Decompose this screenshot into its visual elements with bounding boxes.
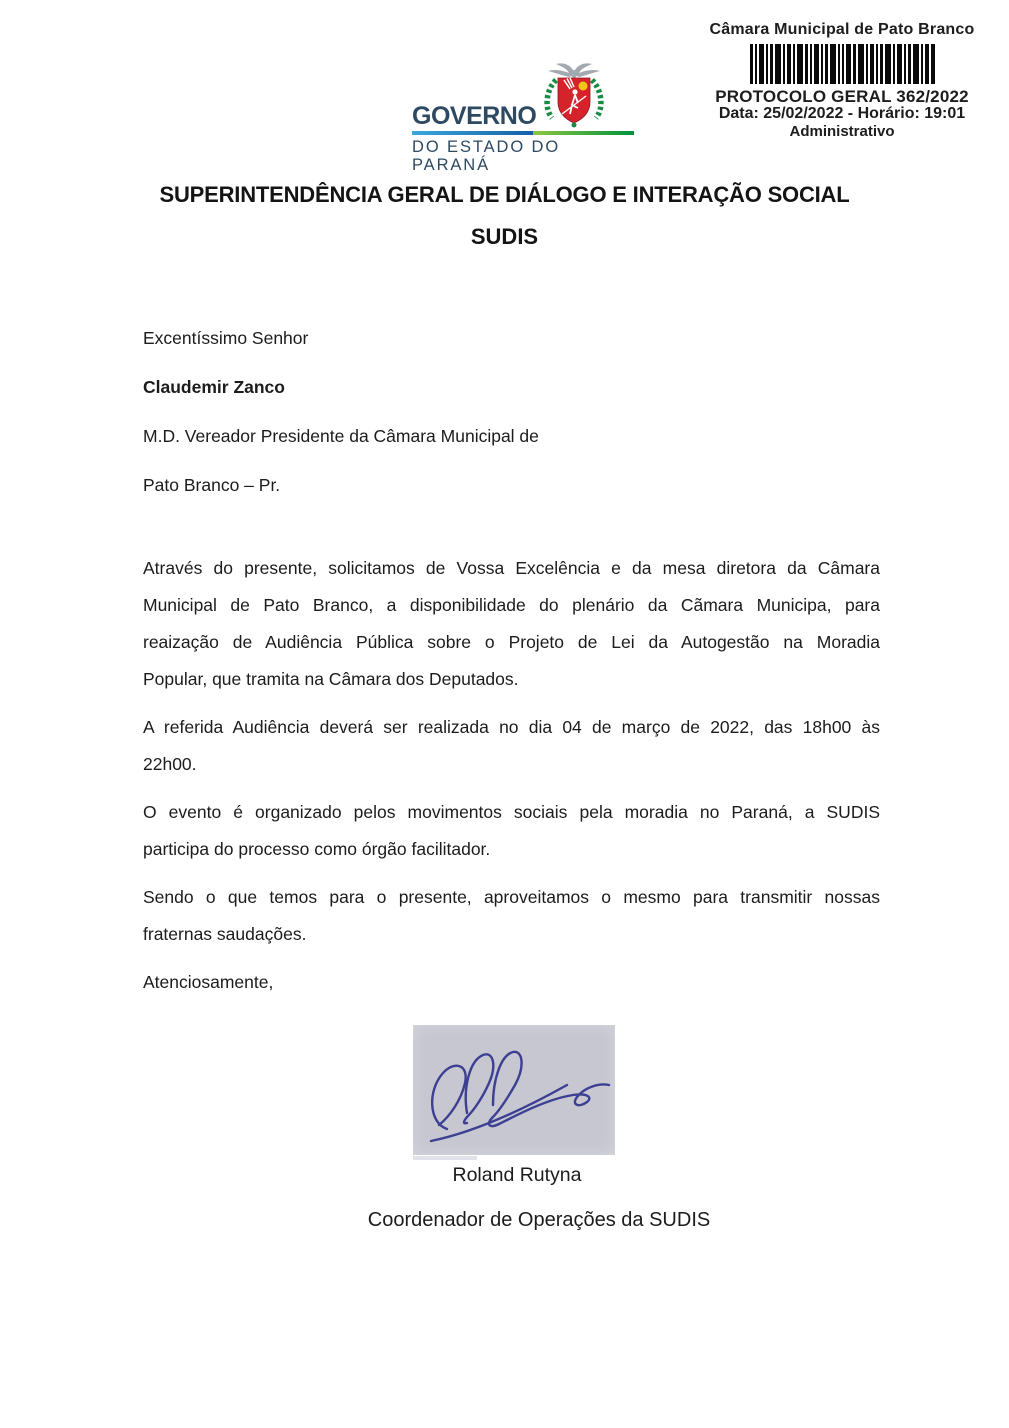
scan-artifact bbox=[413, 1156, 477, 1160]
stamp-category: Administrativo bbox=[789, 123, 895, 140]
recipient-salutation: Excentíssimo Senhor bbox=[143, 328, 309, 348]
signatory-name: Roland Rutyna bbox=[452, 1164, 582, 1186]
logo-subtitle: DO ESTADO DO PARANÁ bbox=[412, 138, 561, 174]
sun bbox=[579, 82, 588, 91]
stamp-protocol-number: PROTOCOLO GERAL 362/2022 bbox=[715, 87, 969, 106]
body-line: Através do presente, solicitamos de Vossa Excelência e da mesa diretora da Câmara bbox=[143, 558, 880, 578]
logo-underline bbox=[412, 131, 634, 135]
body-line: A referida Audiência deverá ser realizada no dia 04 de março de 2022, das 18h00 às bbox=[143, 717, 880, 737]
recipient-block bbox=[143, 328, 539, 524]
parana-government-logo bbox=[412, 60, 634, 174]
wreath-right bbox=[592, 80, 601, 118]
body-line: reaização de Audiência Pública sobre o Projeto de Lei da Autogestão na Moradia bbox=[143, 632, 880, 652]
body-line: Popular, que tramita na Câmara dos Deputados. bbox=[143, 669, 519, 689]
closing-salutation: Atenciosamente, bbox=[143, 972, 274, 992]
body-line: Sendo o que temos para o presente, aproveitamos o mesmo para transmitir nossas bbox=[143, 887, 880, 907]
recipient-location: Pato Branco – Pr. bbox=[143, 475, 281, 495]
body-line: Municipal de Pato Branco, a disponibilidade do plenário da Cãmara Municipa, para bbox=[143, 595, 880, 615]
recipient-role: M.D. Vereador Presidente da Câmara Municipal de bbox=[143, 426, 539, 446]
parana-coat-of-arms-icon bbox=[536, 60, 612, 128]
protocol-stamp bbox=[695, 20, 989, 139]
title-line2: SUDIS bbox=[470, 224, 539, 249]
stamp-org: Câmara Municipal de Pato Branco bbox=[709, 21, 975, 38]
barcode-icon bbox=[750, 44, 935, 84]
signature-scan-image bbox=[413, 1025, 615, 1155]
letter-title bbox=[64, 183, 945, 249]
body-line: participa do processo como órgão facilitador. bbox=[143, 839, 491, 859]
stamp-datetime: Data: 25/02/2022 - Horário: 19:01 bbox=[718, 105, 966, 122]
body-paragraph-3 bbox=[143, 794, 880, 868]
body-paragraph-2 bbox=[143, 709, 880, 783]
body-paragraph-4 bbox=[143, 879, 880, 953]
title-line1: SUPERINTENDÊNCIA GERAL DE DIÁLOGO E INTERAÇÃO SOCIAL bbox=[159, 182, 850, 207]
underline-blue-segment bbox=[412, 131, 533, 135]
body-line: 22h00. bbox=[143, 754, 197, 774]
body-line: O evento é organizado pelos movimentos sociais pela moradia no Paraná, a SUDIS bbox=[143, 802, 880, 822]
signatory-role: Coordenador de Operações da SUDIS bbox=[367, 1209, 711, 1231]
body-paragraph-1 bbox=[143, 550, 880, 698]
body-line: fraternas saudações. bbox=[143, 924, 307, 944]
handwritten-signature-icon bbox=[413, 1025, 615, 1155]
wreath-left bbox=[547, 80, 556, 118]
recipient-name: Claudemir Zanco bbox=[143, 377, 285, 397]
letter-body bbox=[143, 550, 880, 1001]
underline-green-segment bbox=[533, 131, 634, 135]
logo-name: GOVERNO bbox=[412, 102, 537, 130]
